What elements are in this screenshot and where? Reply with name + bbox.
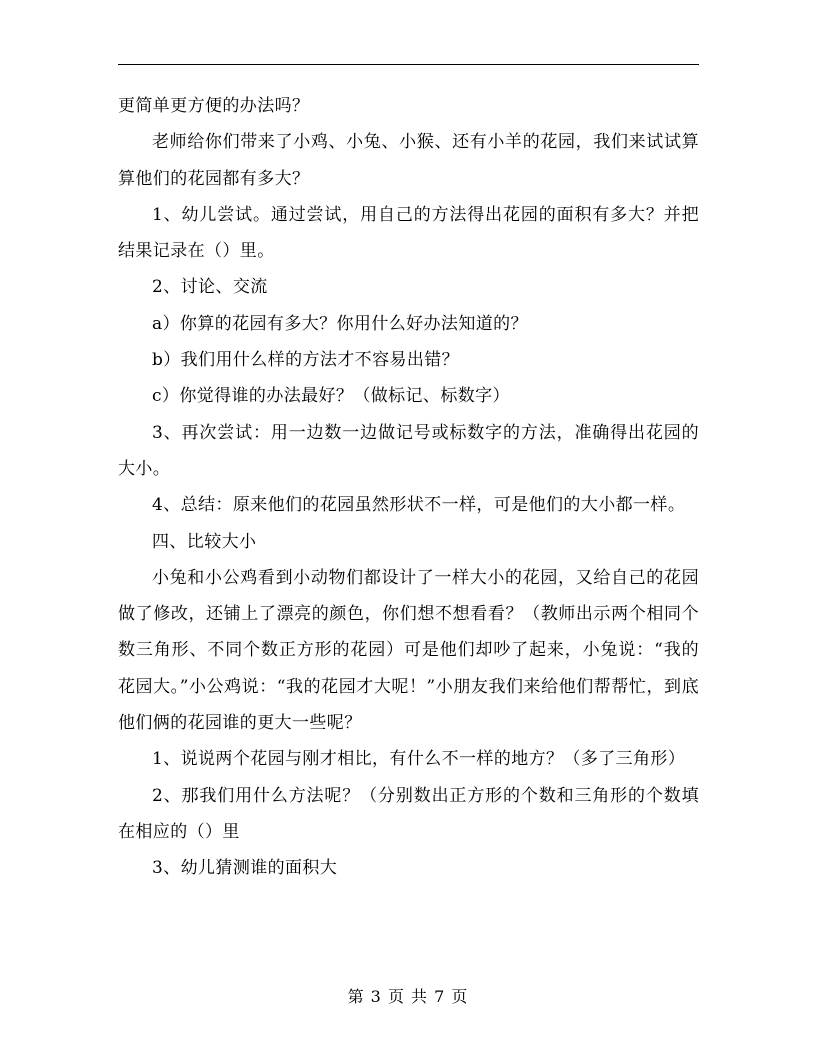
document-body: [118, 88, 699, 887]
paragraph-question-a: a）你算的花园有多大？你用什么好办法知道的？: [152, 313, 528, 334]
section-heading-compare: 四、比较大小: [152, 531, 257, 552]
paragraph-compare-2: 2、那我们用什么方法呢？（分别数出正方形的个数和三角形的个数填在相应的（）里: [118, 785, 699, 842]
paragraph-question-b: b）我们用什么样的方法才不容易出错？: [152, 350, 460, 371]
header-rule: [118, 64, 699, 65]
paragraph-step-3: 3、再次尝试：用一边数一边做记号或标数字的方法，准确得出花园的大小。: [118, 422, 699, 479]
paragraph-step-2: 2、讨论、交流: [152, 277, 268, 298]
paragraph-step-4: 4、总结：原来他们的花园虽然形状不一样，可是他们的大小都一样。: [152, 495, 686, 516]
paragraph-step-1: 1、幼儿尝试。通过尝试，用自己的方法得出花园的面积有多大？并把结果记录在（）里。: [118, 204, 699, 262]
paragraph-story: 小兔和小公鸡看到小动物们都设计了一样大小的花园，又给自己的花园做了修改，还铺上了漂亮的颜色，你们想不想看看？（教师出示两个相同个数三角形、不同个数正方形的花园）可是他们却吵了起来，小兔说：“我的花园大。”小公鸡说：“我的花园才大呢！”小朋友我们来给他们帮帮忙，到底他们俩的花园谁的更大一些呢？: [118, 567, 699, 734]
paragraph-question-c: c）你觉得谁的办法最好？（做标记、标数字）: [152, 386, 510, 407]
paragraph-continuation: 更简单更方便的办法吗？: [118, 96, 310, 116]
paragraph-compare-1: 1、说说两个花园与刚才相比，有什么不一样的地方？（多了三角形）: [152, 749, 686, 770]
page-number: 第 3 页 共 7 页: [347, 987, 469, 1006]
paragraph-compare-3: 3、幼儿猜测谁的面积大: [152, 858, 338, 879]
paragraph-intro-gardens: 老师给你们带来了小鸡、小兔、小猴、还有小羊的花园，我们来试试算算他们的花园都有多大？: [118, 132, 699, 189]
